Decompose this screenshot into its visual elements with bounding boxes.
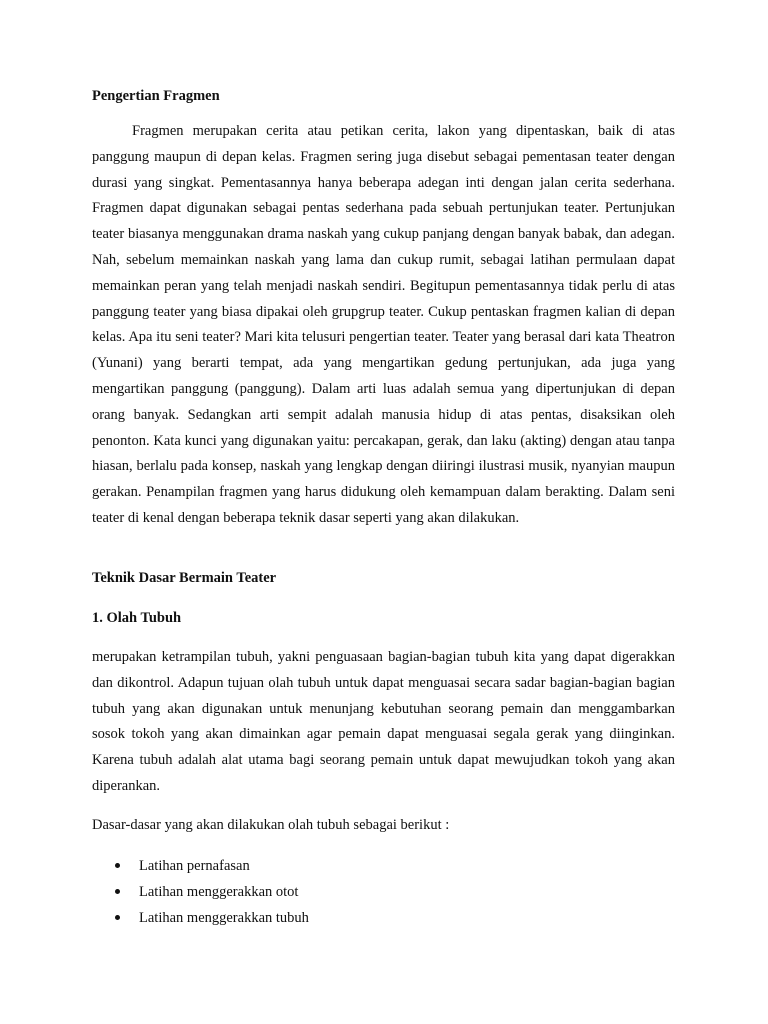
bullet-list [92, 856, 675, 934]
list-item-text: Latihan pernafasan [139, 858, 250, 874]
paragraph-olah-tubuh: merupakan ketrampilan tubuh, yakni penguasaan bagian-bagian tubuh kita yang dapat digerakkan dan dikontrol. Adapun tujuan olah tubuh untuk dapat menguasai secara sadar bagian-bagian bagian tubuh yang akan digunakan untuk menunjang kebutuhan seorang pemain dan menggambarkan sosok tokoh yang akan dimainkan agar pemain dapat menguasai segala gerak yang diinginkan. Karena tubuh adalah alat utama bagi seorang pemain untuk dapat mewujudkan tokoh yang akan diperankan. [92, 649, 675, 794]
section-heading-olah-tubuh: 1. Olah Tubuh [92, 610, 182, 626]
bullet-icon [115, 889, 120, 894]
list-item-text: Latihan menggerakkan otot [139, 884, 299, 900]
list-item [92, 856, 675, 882]
paragraph-pengertian-fragmen: Fragmen merupakan cerita atau petikan cerita, lakon yang dipentaskan, baik di atas panggung maupun di depan kelas. Fragmen sering juga disebut sebagai pementasan teater dengan durasi yang singkat. Pementasannya hanya beberapa adegan inti dengan jalan cerita sederhana. Fragmen dapat digunakan sebagai pentas sederhana pada sebuah pertunjukan teater. Pertunjukan teater biasanya menggunakan drama naskah yang cukup panjang dengan banyak babak, dan adegan. Nah, sebelum memainkan naskah yang lama dan cukup rumit, sebagai latihan permulaan dapat memainkan peran yang telah menjadi naskah sendiri. Begitupun pementasannya tidak perlu di atas panggung teater yang biasa dipakai oleh grupgrup teater. Cukup pentaskan fragmen kalian di depan kelas. Apa itu seni teater? Mari kita telusuri pengertian teater. Teater yang berasal dari kata Theatron (Yunani) yang berarti tempat, ada yang mengartikan gedung pertunjukan, ada juga yang mengartikan panggung (panggung). Dalam arti luas adalah semua yang dipertunjukan di depan orang banyak. Sedangkan arti sempit adalah manusia hidup di atas pentas, disaksikan oleh penonton. Kata kunci yang digunakan yaitu: percakapan, gerak, dan laku (akting) dengan atau tanpa hiasan, berlalu pada konsep, naskah yang lengkap dengan diiringi ilustrasi musik, nyanyian maupun gerakan. Penampilan fragmen yang harus didukung oleh kemampuan dalam berakting. Dalam seni teater di kenal dengan beberapa teknik dasar seperti yang akan dilakukan. [92, 123, 675, 526]
list-item [92, 908, 675, 934]
list-item [92, 882, 675, 908]
section-heading-teknik-dasar: Teknik Dasar Bermain Teater [92, 570, 277, 586]
section-heading-pengertian-fragmen: Pengertian Fragmen [92, 88, 220, 104]
bullet-icon [115, 863, 120, 868]
list-item-text: Latihan menggerakkan tubuh [139, 910, 309, 926]
bullet-icon [115, 915, 120, 920]
list-intro: Dasar-dasar yang akan dilakukan olah tubuh sebagai berikut : [92, 817, 450, 833]
